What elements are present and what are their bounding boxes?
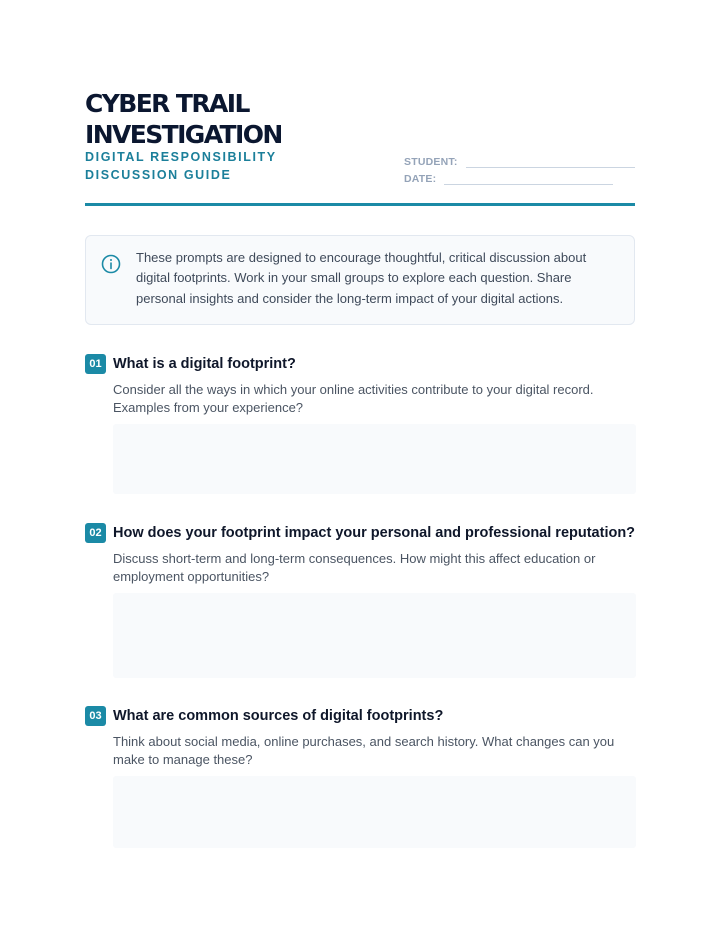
page-subtitle: DIGITAL RESPONSIBILITY DISCUSSION GUIDE [85, 150, 277, 182]
date-label: DATE: [404, 173, 437, 185]
student-name-field[interactable] [466, 156, 635, 168]
student-label: STUDENT: [404, 156, 458, 168]
question-description: Consider all the ways in which your online activities contribute to your digital record. Examples from your experience? [113, 382, 594, 415]
question-number-badge: 03 [85, 706, 106, 726]
question-number-badge: 01 [85, 354, 106, 374]
question-number-badge: 02 [85, 523, 106, 543]
answer-area[interactable] [113, 424, 636, 494]
question-description: Think about social media, online purchases, and search history. What changes can you make to manage these? [113, 734, 615, 767]
question-title: How does your footprint impact your personal and professional reputation? [113, 525, 636, 541]
worksheet-header [85, 88, 635, 206]
student-row [404, 151, 635, 168]
question-title: What are common sources of digital footprints? [113, 708, 444, 724]
date-row [404, 168, 635, 185]
question-description: Discuss short-term and long-term consequences. How might this affect education or employment opportunities? [113, 551, 596, 584]
worksheet-page [85, 88, 636, 767]
date-field[interactable] [444, 173, 613, 185]
question-title: What is a digital footprint? [113, 356, 296, 372]
info-text: These prompts are designed to encourage thoughtful, critical discussion about digital footprints. Work in your small groups to explore each question. Share personal insights and consider the long-term impact of your digital actions. [136, 250, 587, 306]
page-title: CYBER TRAIL INVESTIGATION [85, 89, 282, 149]
info-circle-icon [101, 254, 121, 274]
student-info [404, 151, 635, 185]
answer-area[interactable] [113, 593, 636, 678]
answer-area[interactable] [113, 776, 636, 848]
info-callout [85, 235, 635, 325]
